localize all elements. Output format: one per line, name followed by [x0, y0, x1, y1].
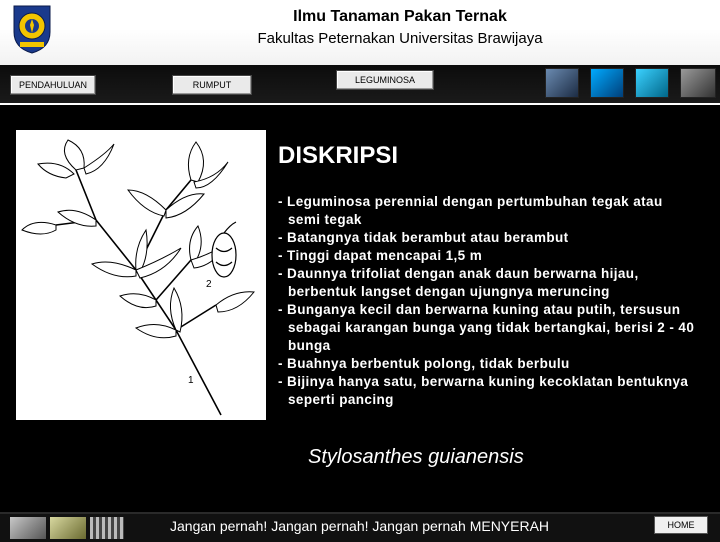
screen-thumb-icon — [590, 68, 624, 98]
page-title: Ilmu Tanaman Pakan Ternak — [293, 8, 507, 25]
species-name: Stylosanthes guianensis — [308, 446, 524, 468]
device-thumb-icon — [635, 68, 669, 98]
home-button[interactable]: HOME — [654, 516, 708, 534]
section-heading: DISKRIPSI — [278, 142, 399, 169]
nav-item-pendahuluan[interactable]: PENDAHULUAN — [10, 75, 96, 95]
figure-label-2: 2 — [206, 279, 212, 290]
list-item: - Bijinya hanya satu, berwarna kuning kecoklatan bentuknya seperti pancing — [278, 374, 689, 407]
nav-item-leguminosa[interactable]: LEGUMINOSA — [336, 70, 434, 90]
plant-illustration — [16, 130, 266, 420]
footer-motto: Jangan pernah! Jangan pernah! Jangan pernah MENYERAH — [170, 518, 550, 534]
header-band — [0, 0, 720, 65]
list-item: - Batangnya tidak berambut atau berambut — [278, 230, 569, 245]
plant-drawing — [16, 130, 266, 420]
list-item: - Daunnya trifoliat dengan anak daun berwarna hijau, berbentuk langset dengan ujungnya meruncing — [278, 266, 639, 299]
nav-bar — [0, 65, 720, 105]
pattern-thumb-icon — [90, 517, 124, 539]
list-item: - Bunganya kecil dan berwarna kuning atau putih, tersusun sebagai karangan bunga yang tidak bertangkai, berisi 2 - 40 bunga — [278, 302, 695, 353]
document-thumb-icon — [50, 517, 86, 539]
list-item: - Tinggi dapat mencapai 1,5 m — [278, 248, 483, 263]
laptop-thumb-icon — [545, 68, 579, 98]
page-subtitle: Fakultas Peternakan Universitas Brawijaya — [257, 30, 543, 47]
handshake-thumb-icon — [10, 517, 46, 539]
device-thumb-icon — [680, 68, 716, 98]
description-list — [278, 193, 698, 409]
list-item: - Leguminosa perennial dengan pertumbuhan tegak atau semi tegak — [278, 194, 663, 227]
list-item: - Buahnya berbentuk polong, tidak berbulu — [278, 356, 570, 371]
figure-label-1: 1 — [188, 375, 194, 386]
nav-item-rumput[interactable]: RUMPUT — [172, 75, 252, 95]
